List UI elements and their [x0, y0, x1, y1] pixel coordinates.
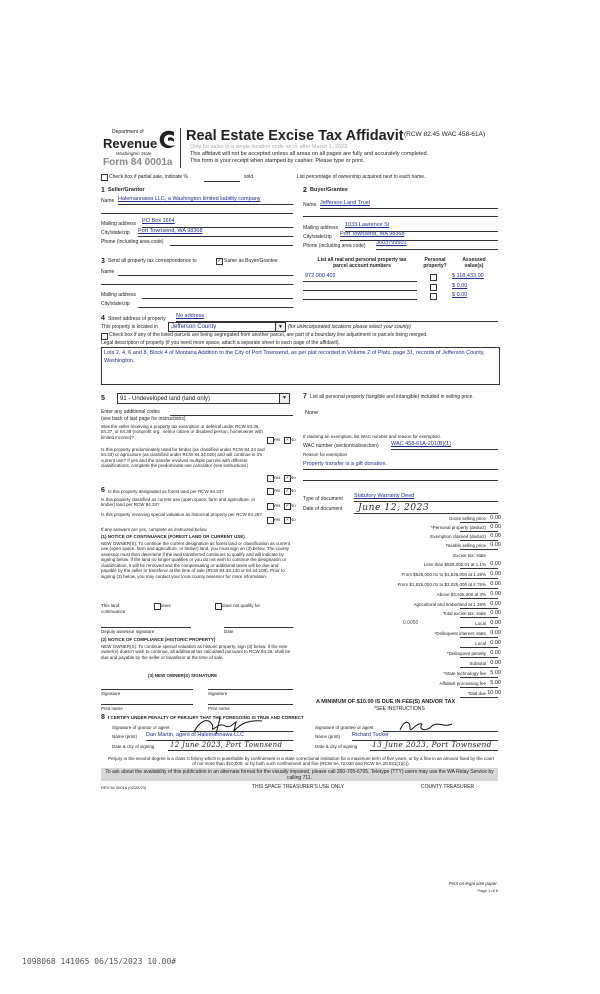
section5-number: 5: [101, 395, 105, 402]
tax-row-value[interactable]: 0.00: [490, 620, 501, 626]
tax-row-value[interactable]: 0.00: [490, 640, 501, 646]
tax-row-line: [460, 667, 498, 668]
same-as-buyer-label: Same as Buyer/Grantee: [224, 258, 278, 264]
seller-name-label: Name: [101, 198, 115, 204]
tax-row-label: Agricultural and timberland at 1.28%: [413, 602, 486, 607]
tax-row-line: [460, 608, 498, 609]
grantee-name-label: Name (print): [315, 734, 341, 739]
seller-city-line: [138, 236, 293, 237]
minimum-due-note: A MINIMUM OF $10.00 IS DUE IN FEE(S) AND/OR TAX: [316, 699, 456, 705]
grantor-date-line: [168, 750, 293, 751]
tax-row-label: Above $3,025,000 at 3%: [436, 592, 486, 597]
tax-row-value[interactable]: 0.00: [490, 660, 501, 666]
grantee-name-field[interactable]: Richard Tucker: [352, 732, 389, 738]
ownership-pct-note: List percentage of ownership acquired next to each name.: [297, 174, 426, 180]
state-label: Washington State: [116, 151, 152, 156]
tax-row-label: Taxable selling price: [445, 543, 486, 548]
form-citation: (RCW 82.45 WAC 458-61A): [404, 131, 486, 138]
tax-row-label: Gross selling price: [448, 516, 486, 521]
tax-row-label: Affidavit processing fee: [439, 681, 486, 686]
personal-property-checkbox-2[interactable]: [430, 284, 437, 291]
s3-mailing-field[interactable]: [142, 298, 293, 299]
timber-yes-label: Yes: [273, 475, 281, 480]
partial-sale-label: Check box if partial sale, indicate %: [109, 174, 188, 180]
exemption-reason-field[interactable]: Property transfer is a gift donation.: [303, 461, 388, 467]
if-yes-note: If any answers are yes, complete as instructed below.: [101, 527, 208, 532]
tax-row-label: Exemption claimed (deduct): [430, 534, 486, 539]
buyer-mailing-label: Mailing address: [303, 225, 339, 231]
doc-type-label: Type of document: [303, 496, 343, 502]
owner-signature-1-label: Signature: [101, 691, 121, 696]
county-select[interactable]: [168, 322, 286, 332]
continuance-body: NEW OWNER(S): To continue the current designation as forest land or classification as current use (open space, farm and agriculture, or timber) land, you must sign on (3) below. The county assessor must then determine if the land transferred continues to qualify and will indicate by signing below. If the land no longer qualifies or you do not wish to continue the designation or classification, it will be removed and the compensating or additional taxes will be due and payable by the seller or transferor at the time of sale (RCW 84.33.140 or 84.34.108). Prior to signing (3) below, you may contact your local county assessor for more information.: [101, 541, 290, 579]
owner-print-1-field[interactable]: [101, 704, 193, 705]
county-treasurer: COUNTY TREASURER: [421, 784, 475, 790]
section7-number: 7: [303, 393, 307, 400]
tax-row-label: Less than $525,000.01 at 1.1%: [423, 562, 486, 567]
tax-row-value[interactable]: 0.00: [490, 533, 501, 539]
land-does-not-label: does not qualify for: [222, 603, 261, 608]
segregated-checkbox[interactable]: [101, 333, 108, 340]
historic-question: Is this property receiving special valuation as historical property per RCW 84.26?: [101, 512, 262, 517]
exemption-reason-line: [303, 469, 498, 470]
deputy-signature-field[interactable]: [101, 627, 191, 628]
seller-mailing-label: Mailing address: [101, 221, 137, 227]
additional-codes-sub: (see back of last page for instructions): [101, 416, 186, 422]
buyer-phone-label: Phone (including area code): [303, 243, 366, 249]
chevron-down-icon[interactable]: ▼: [275, 323, 285, 331]
tax-row-line: [460, 549, 498, 550]
tax-row-label: Total excise tax: state: [442, 611, 486, 616]
s3-mailing-label: Mailing address: [101, 292, 137, 298]
tax-row-value[interactable]: 5.00: [490, 670, 501, 676]
buyer-name-label: Name: [303, 202, 317, 208]
form-revision: REV 84 0001a (02/28/23): [101, 785, 147, 790]
personal-property-value[interactable]: None: [305, 410, 319, 416]
section3-number: 3: [101, 258, 105, 265]
wac-number-field[interactable]: WAC 458-61A-201(B)(1): [391, 441, 452, 447]
buyer-city-line: [340, 240, 498, 241]
parcel-line-1: [303, 281, 417, 282]
tax-row-value[interactable]: 0.00: [490, 610, 501, 616]
grantor-date-city-field[interactable]: 12 June 2023, Port Townsend: [170, 741, 283, 749]
compliance-heading: (2) NOTICE OF COMPLIANCE (HISTORIC PROPERTY): [101, 637, 216, 642]
s3-city-label: City/state/zip: [101, 301, 130, 307]
doc-type-line: [354, 501, 498, 502]
local-rate: 0.0050: [403, 620, 419, 626]
street-address-label: Street address of property: [108, 316, 166, 322]
land-use-select[interactable]: [117, 393, 290, 404]
forest-no-checkbox[interactable]: ✓: [285, 488, 290, 494]
county-select-value: Jefferson County: [171, 324, 217, 330]
street-address-field[interactable]: No address: [176, 313, 205, 319]
owner-print-1-label: Print name: [101, 706, 123, 711]
send-correspondence-label: Send all property tax correspondence to: [108, 258, 197, 264]
personal-property-checkbox-1[interactable]: [430, 274, 437, 281]
buyer-phone-line: [376, 249, 498, 250]
header-note-1: Only for sales in a single location code on or after March 1, 2023.: [190, 144, 349, 150]
see-instructions-note: *SEE INSTRUCTIONS: [374, 706, 425, 712]
grantee-signature-icon: [396, 718, 456, 736]
continuance-label: continuance.: [101, 609, 127, 614]
buyer-city-field[interactable]: Port Townsend, WA 98368: [340, 231, 405, 237]
accessibility-banner: [101, 768, 498, 781]
s3-name-line-2: [101, 284, 293, 285]
owner-print-2-label: Print name: [208, 706, 230, 711]
seller-city-label: City/state/zip: [101, 230, 130, 236]
additional-codes-label: Enter any additional codes: [101, 409, 160, 415]
legal-description-field[interactable]: [101, 347, 500, 385]
parcel-col-header: List all real and personal property tax parcel account numbers: [317, 257, 407, 270]
tax-row-value[interactable]: 0.00: [490, 524, 501, 530]
land-does-label: does: [161, 603, 171, 608]
exemption-no-checkbox[interactable]: ✓: [285, 437, 290, 443]
tax-row-line: [460, 568, 498, 569]
historic-no-checkbox[interactable]: ✓: [285, 517, 290, 523]
form-number: Form 84 0001a: [103, 157, 173, 168]
personal-col-header: Personal property?: [423, 257, 447, 270]
tax-row-value[interactable]: 5.00: [490, 680, 501, 686]
tax-row-line: [460, 531, 498, 532]
exemption-question: Was the seller receiving a property tax exemption or deferral under RCW 84.36, 84.37, or 84.38 (nonprofit org., senior citizen or disabled person, homeowner with limited income)?: [101, 424, 263, 440]
current-use-yes-label: Yes: [273, 503, 281, 508]
tax-row-line: [460, 627, 498, 628]
seller-phone-label: Phone (including area code): [101, 239, 164, 245]
deputy-date-field[interactable]: [224, 627, 293, 628]
current-use-no-label: No: [290, 503, 296, 508]
partial-pct-field[interactable]: [204, 181, 240, 182]
unincorporated-note: (for unincorporated locations please select your county): [288, 324, 411, 330]
tax-row-label: Local: [475, 621, 486, 626]
personal-property-label: List all personal property (tangible and intangible) included in selling price.: [310, 394, 474, 400]
seller-phone-field[interactable]: [170, 245, 293, 246]
tax-row-value[interactable]: 0.00: [490, 542, 501, 548]
perjury-warning: Perjury in the second degree is a class C felony which is punishable by confinement in a state correctional institution for a maximum term of five years, or by a fine in an amount fixed by the court of not more than $10,000, or by both such confinement and fine (RCW 9A.72.030 and RCW 9A.20.021(1)(c)).: [108, 756, 494, 767]
buyer-number: 2: [303, 187, 307, 194]
segregated-label: Check box if any of the listed parcels are being segregated from another parcel, are part of a boundary line adjustment or parcels being merged.: [109, 332, 428, 338]
deputy-signature-label: Deputy assessor signature: [101, 629, 155, 634]
partial-sale-checkbox[interactable]: [101, 174, 108, 181]
parcel-number-1[interactable]: 972 900 402: [305, 273, 336, 279]
seller-mailing-field[interactable]: PO Box 1664: [142, 218, 175, 224]
accessibility-note: To ask about the availability of this publication in an alternate format for the visually impaired, please call 360-705-6705. Teletype (TTY) users may use the WA Relay Service by calling 711.: [105, 769, 494, 782]
grantee-date-line: [370, 750, 498, 751]
forest-no-label: No: [290, 488, 296, 493]
parcel-line-3: [303, 299, 417, 300]
tax-row-value[interactable]: 0.00: [490, 515, 501, 521]
tax-row-label: From $1,525,000.01 to $3,025,000 at 2.75%: [397, 582, 486, 587]
header-note-2: This affidavit will not be accepted unless all areas on all pages are fully and accurately completed.: [190, 151, 429, 157]
assessed-value-3[interactable]: $ 0.00: [452, 292, 468, 298]
s3-name-field[interactable]: [118, 275, 293, 276]
dept-label: Department of: [112, 129, 144, 135]
s3-city-field[interactable]: [138, 307, 293, 308]
forest-question: Is this property designated as forest land per RCW 84.33?: [108, 489, 224, 494]
grantor-name-field[interactable]: Dan Martin, agent of Halemannawa LLC: [146, 732, 245, 738]
land-use-select-value: 91 - Undeveloped land (land only): [120, 395, 211, 402]
tax-row-label: Subtotal: [469, 661, 486, 666]
grantee-date-label: Date & city of signing: [315, 744, 358, 749]
buyer-name-line: [320, 208, 498, 209]
header-divider: [180, 128, 181, 168]
legal-description-label: Legal description of property (if you need more space, attach a separate sheet to each page of the affidavit).: [101, 340, 340, 346]
timber-question: Is this property predominately used for timber (as classified under RCW 84.34 and 84.33) or agriculture (as classified under RCW 84.34.020) and will continue in it's current use? If yes and the transfer involves multiple parcels with different classifications, complete the predominate use calculator (see instructions): [101, 447, 265, 469]
seller-city-field[interactable]: Port Townsend, WA 98368: [138, 228, 203, 234]
tax-row-line: [460, 697, 498, 698]
tax-row-line: [460, 677, 498, 678]
tax-row-line: [460, 687, 498, 688]
forest-yes-label: Yes: [273, 488, 281, 493]
continuance-heading: (1) NOTICE OF CONTINUANCE (FOREST LAND OR CURRENT USE): [101, 534, 245, 539]
timber-no-checkbox[interactable]: ✓: [285, 475, 290, 481]
compliance-body: NEW OWNER(S): To continue special valuation as historic property, sign (3) below. If the new owner(s) doesn't wish to continue, all additional tax calculated pursuant to RCW 84.26, shall be due and payable by the seller or transferor at the time of sale.: [101, 644, 291, 660]
partial-sold-label: sold.: [244, 174, 255, 180]
assessed-value-1[interactable]: $ 118,433.00: [452, 273, 484, 279]
wac-number-line: [391, 449, 498, 450]
seller-name-field[interactable]: Halemannawa LLC, a Washington limited liability company: [118, 196, 261, 202]
personal-property-checkbox-3[interactable]: [430, 293, 437, 300]
grantee-sig-label: Signature of grantee or agent: [315, 725, 374, 730]
seller-name-line-2: [101, 213, 293, 214]
buyer-name-field[interactable]: Jefferson Land Trust: [320, 200, 371, 206]
same-as-buyer-checkbox[interactable]: ✓: [217, 258, 222, 264]
tax-row-label: Total due: [467, 691, 486, 696]
tax-row-label: *Personal property (deduct): [430, 525, 486, 530]
owner-print-2-field[interactable]: [208, 704, 293, 705]
historic-yes-label: Yes: [273, 517, 281, 522]
tax-row-line: [460, 598, 498, 599]
treasurer-use-only: THIS SPACE TREASURER'S USE ONLY: [252, 784, 345, 790]
buyer-heading: Buyer/Grantee: [310, 187, 348, 193]
tax-row-value[interactable]: 0.00: [490, 571, 501, 577]
tax-row-value[interactable]: 0.00: [490, 630, 501, 636]
revenue-wordmark: Revenue: [103, 136, 158, 151]
tax-row-line: [460, 540, 498, 541]
assessed-col-header: Assessed value(s): [462, 257, 486, 270]
tax-row-line: [460, 637, 498, 638]
land-does-not-checkbox[interactable]: [215, 603, 222, 610]
timber-no-label: No: [290, 475, 296, 480]
tax-row-label: *State technology fee: [443, 671, 486, 676]
exemption-no-label: No: [290, 437, 296, 442]
tax-row-label: Local: [475, 641, 486, 646]
page-number: Page 1 of 6: [477, 888, 498, 893]
tax-row-value[interactable]: 10.00: [487, 690, 501, 696]
current-use-no-checkbox[interactable]: ✓: [285, 503, 290, 509]
tax-row-value[interactable]: 0.00: [490, 581, 501, 587]
additional-codes-field[interactable]: [170, 415, 293, 416]
exemption-claim-label: If claiming an exemption, list WAC number and reason for exemption.: [303, 434, 442, 439]
doc-type-field[interactable]: Statutory Warranty Deed: [354, 493, 415, 499]
owner-signature-2-field[interactable]: [208, 689, 293, 690]
recording-stamp: 1098068 141065 06/15/2023 10.00#: [22, 957, 177, 966]
grantee-date-city-field[interactable]: 13 June 2023, Port Townsend: [372, 740, 492, 749]
tax-row-label: *Delinquent penalty: [446, 651, 486, 656]
tax-row-value[interactable]: 0.00: [490, 561, 501, 567]
section8-number: 8: [101, 714, 105, 721]
tax-row-line: [460, 522, 498, 523]
doc-date-line: [354, 513, 498, 514]
grantor-sig-label: Signature of grantor or agent: [112, 725, 170, 730]
tax-row-label: *Delinquent interest: state: [434, 631, 486, 636]
buyer-city-label: City/state/zip: [303, 234, 332, 240]
historic-no-label: No: [290, 517, 296, 522]
exemption-reason-label: Reason for exemption: [303, 452, 348, 457]
owner-signature-1-field[interactable]: [101, 689, 193, 690]
doc-date-label: Date of document: [303, 506, 343, 512]
tax-row-line: [460, 647, 498, 648]
this-land-label: This land:: [101, 603, 121, 608]
tax-row-label: Excise tax: state: [453, 553, 486, 558]
buyer-phone-field[interactable]: 3603799501: [376, 240, 407, 246]
seller-name-line: [118, 204, 293, 205]
doc-date-field[interactable]: June 12, 2023: [358, 503, 430, 513]
legal-paper-note: Print on legal size paper.: [448, 881, 498, 886]
section4-number: 4: [101, 315, 105, 322]
seller-number: 1: [101, 187, 105, 194]
tax-row-label: From $525,000.01 to $1,525,000 at 1.28%: [401, 572, 486, 577]
located-in-label: This property is located in: [101, 324, 158, 330]
parcel-line-2: [303, 290, 417, 291]
certify-statement: I CERTIFY UNDER PENALTY OF PERJURY THAT THE FOREGOING IS TRUE AND CORRECT: [108, 715, 304, 720]
chevron-down-icon[interactable]: ▼: [279, 394, 289, 403]
legal-description-text: Lots 2, 4, 6 and 8, Block 4 of Montana Addition to the City of Port Townsend, as per plat recorded in Volume 2 of Plats, page 31, records of Jefferson County, Washington.: [104, 350, 485, 364]
owner-signature-2-label: Signature: [208, 691, 228, 696]
seller-heading: Seller/Grantor: [108, 187, 145, 193]
tax-row-line: [460, 578, 498, 579]
wac-number-label: WAC number (section/subsection): [303, 443, 379, 449]
assessed-value-2[interactable]: $ 0.00: [452, 283, 468, 289]
tax-row-line: [460, 657, 498, 658]
revenue-swirl-icon: [156, 128, 178, 152]
exemption-yes-label: Yes: [273, 437, 281, 442]
land-does-checkbox[interactable]: [154, 603, 161, 610]
tax-row-value[interactable]: 0.00: [490, 591, 501, 597]
tax-row-line: [460, 617, 498, 618]
buyer-name-line-2: [303, 216, 498, 217]
grantor-name-label: Name (print): [112, 734, 138, 739]
buyer-mailing-field[interactable]: 1033 Lawrence St: [345, 222, 390, 228]
exemption-reason-line-2: [303, 480, 498, 481]
form-title: Real Estate Excise Tax Affidavit: [186, 128, 404, 144]
grantor-date-label: Date & city of signing: [112, 744, 155, 749]
header-note-3: This form is your receipt when stamped by cashier. Please type or print.: [190, 158, 365, 164]
s3-name-label: Name: [101, 269, 115, 275]
current-use-question: Is this property classified as current use (open space, farm and agriculture, or timber) land per RCW 84.34?: [101, 497, 256, 508]
deputy-date-label: Date: [224, 629, 234, 634]
new-owner-sig-heading: (3) NEW OWNER(S) SIGNATURE: [148, 673, 218, 678]
tax-row-value[interactable]: 0.00: [490, 601, 501, 607]
tax-row-value[interactable]: 0.00: [490, 650, 501, 656]
section6-number: 6: [101, 487, 105, 494]
tax-row-line: [460, 588, 498, 589]
